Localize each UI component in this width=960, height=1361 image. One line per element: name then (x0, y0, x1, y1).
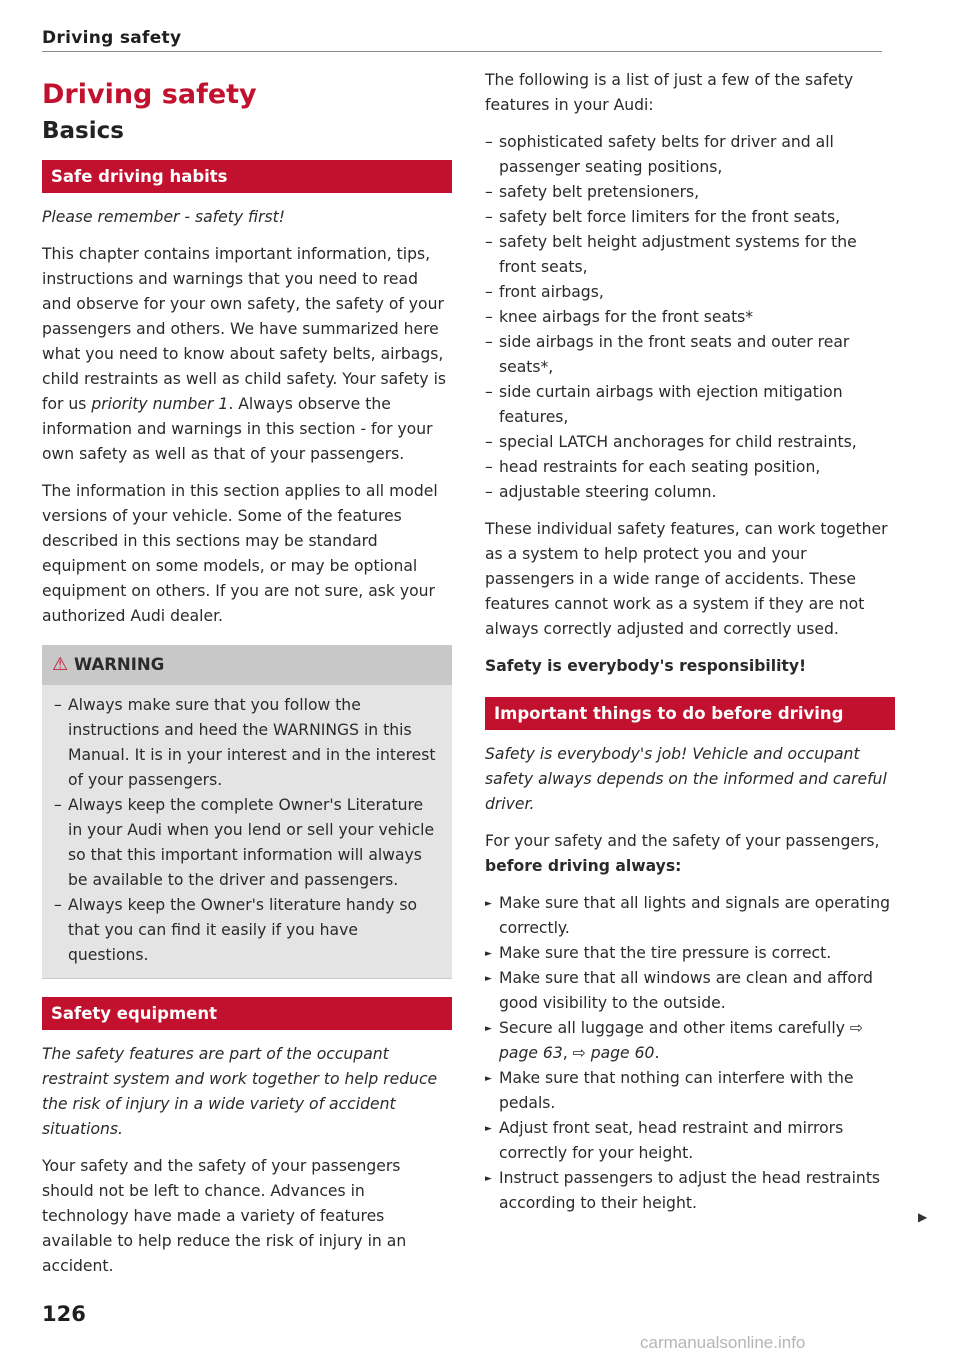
list-item: – side airbags in the front seats and outer rear seats*, (485, 330, 895, 380)
section-title: Basics (42, 118, 124, 144)
steps-list (485, 891, 895, 1216)
paragraph: The following is a list of just a few of the safety features in your Audi: (485, 71, 854, 114)
chapter-title: Driving safety (42, 79, 257, 110)
intro-text: The safety features are part of the occupant restraint system and work together to help reduce the risk of injury in a wide variety of accident situations. (42, 1045, 438, 1138)
list-item: ► Secure all luggage and other items carefully ⇨ page 63, ⇨ page 60. (485, 1016, 895, 1066)
list-item: ► Adjust front seat, head restraint and mirrors correctly for your height. (485, 1116, 895, 1166)
header-rule (42, 51, 882, 52)
responsibility-heading: Safety is everybody's responsibility! (485, 657, 807, 675)
list-item: ► Make sure that all lights and signals are operating correctly. (485, 891, 895, 941)
list-item: – Always make sure that you follow the instructions and heed the WARNINGS in this Manual. It is in your interest and in the interest of your passengers. (54, 693, 440, 793)
paragraph: For your safety and the safety of your passengers, before driving always: (485, 832, 880, 875)
list-item: – safety belt pretensioners, (485, 180, 895, 205)
paragraph: Your safety and the safety of your passengers should not be left to chance. Advances in technology have made a variety of features available to help reduce the risk of injury in an accident. (42, 1157, 407, 1275)
list-item: ► Make sure that all windows are clean and afford good visibility to the outside. (485, 966, 895, 1016)
heading-before-driving: Important things to do before driving (485, 697, 895, 730)
list-item: ► Make sure that nothing can interfere with the pedals. (485, 1066, 895, 1116)
intro-text: Please remember - safety first! (42, 208, 286, 226)
warning-triangle-icon: ⚠ (52, 654, 69, 675)
list-item: – knee airbags for the front seats* (485, 305, 895, 330)
continue-arrow-icon: ▶ (918, 1210, 928, 1224)
warning-header: ⚠ WARNING (42, 645, 452, 685)
feature-list (485, 130, 895, 505)
heading-safe-driving-habits: Safe driving habits (42, 160, 452, 193)
list-item: – head restraints for each seating position, (485, 455, 895, 480)
paragraph: The information in this section applies to all model versions of your vehicle. Some of the features described in this sections may be standard equipment on some models, or may be optional equipment on others. If you are not sure, ask your authorized Audi dealer. (42, 482, 438, 625)
list-item: – adjustable steering column. (485, 480, 895, 505)
running-header: Driving safety (42, 28, 182, 48)
list-item: – sophisticated safety belts for driver and all passenger seating positions, (485, 130, 895, 180)
heading-safety-equipment: Safety equipment (42, 997, 452, 1030)
paragraph: This chapter contains important information, tips, instructions and warnings that you need to read and observe for your own safety, the safety of your passengers and others. We have summarized here what you need to know about safety belts, airbags, child restraints as well as child safety. Your safety is for us priority number 1. Always observe the information and warnings in this section - for your own safety as well as that of your passengers. (42, 245, 447, 463)
list-item: – special LATCH anchorages for child restraints, (485, 430, 895, 455)
list-item: – safety belt height adjustment systems for the front seats, (485, 230, 895, 280)
watermark: carmanualsonline.info (640, 1333, 806, 1352)
list-item: – Always keep the Owner's literature handy so that you can find it easily if you have questions. (54, 893, 440, 968)
page-link[interactable]: ⇨ page 63 (499, 1019, 863, 1062)
list-item: ► Instruct passengers to adjust the head restraints according to their height. (485, 1166, 895, 1216)
right-column (485, 68, 895, 1228)
list-item: – front airbags, (485, 280, 895, 305)
paragraph: These individual safety features, can work together as a system to help protect you and your passengers in a wide range of accidents. These features cannot work as a system if they are not always correctly adjusted and correctly used. (485, 520, 888, 638)
list-item: ► Make sure that the tire pressure is correct. (485, 941, 895, 966)
list-item: – side curtain airbags with ejection mitigation features, (485, 380, 895, 430)
page-link[interactable]: ⇨ page 60 (572, 1044, 655, 1062)
page-number: 126 (42, 1302, 86, 1326)
intro-text: Safety is everybody's job! Vehicle and occupant safety always depends on the informed and careful driver. (485, 745, 887, 813)
left-column (42, 68, 452, 1291)
list-item: – safety belt force limiters for the front seats, (485, 205, 895, 230)
warning-box (42, 645, 452, 979)
list-item: – Always keep the complete Owner's Literature in your Audi when you lend or sell your vehicle so that this important information will always be available to the driver and passengers. (54, 793, 440, 893)
warning-list (42, 685, 452, 978)
